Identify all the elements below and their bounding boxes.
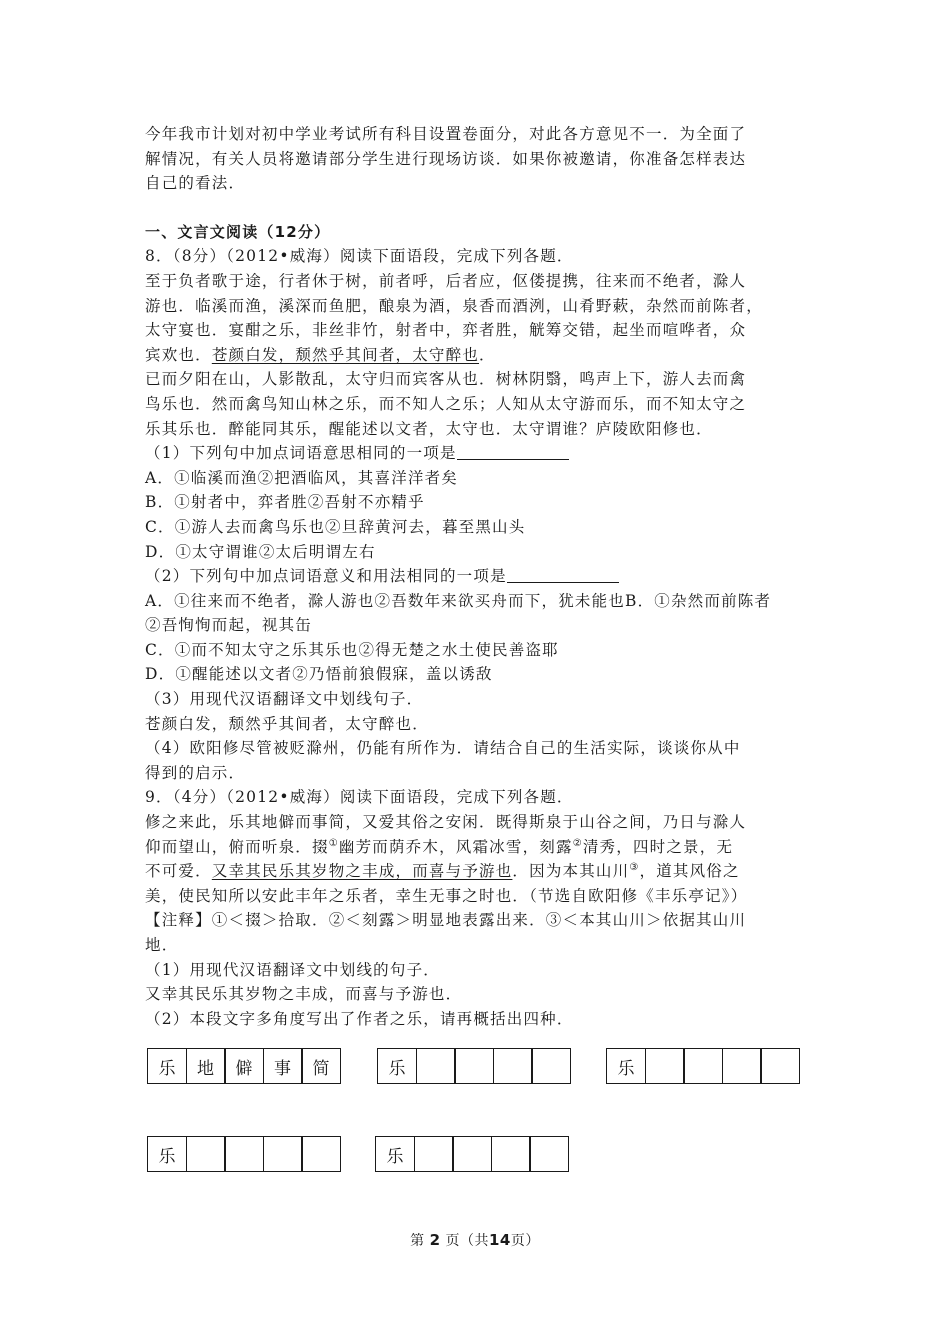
total-pages: 14 <box>488 1231 511 1249</box>
underlined-sentence: 苍颜白发，颓然乎其间者，太守醉也 <box>211 345 480 364</box>
grid-cell[interactable] <box>529 1136 569 1172</box>
answer-blank[interactable] <box>507 566 619 583</box>
footer-text: 第 <box>410 1233 425 1249</box>
option: A．①往来而不绝者，滁人游也②吾数年来欲买舟而下，犹未能也B．①杂然而前陈者 <box>145 591 772 610</box>
footer-text: 页（共 <box>445 1233 489 1249</box>
q8-sub2-prompt: （2）下列句中加点词语意义和用法相同的一项是 <box>145 567 507 586</box>
passage-line: 修之来此，乐其地僻而事简，又爱其俗之安闲．既得斯泉于山谷之间，乃日与滁人 <box>145 813 747 832</box>
passage-line <box>145 859 815 884</box>
grid-cell[interactable] <box>722 1048 762 1084</box>
answer-grid-5 <box>375 1136 569 1172</box>
grid-cell[interactable] <box>301 1136 341 1172</box>
grid-cell[interactable]: 乐 <box>606 1048 646 1084</box>
q9-header: 9．（4分）（2012•威海）阅读下面语段，完成下列各题． <box>145 788 574 807</box>
intro-line: 自己的看法． <box>145 174 246 193</box>
question-9 <box>145 785 815 1031</box>
footer-text: 页） <box>510 1233 540 1249</box>
q9-sub1-text: 又幸其民乐其岁物之丰成，而喜与予游也． <box>145 985 463 1004</box>
option: C．①而不知太守之乐其乐也②得无楚之水土使民善盗耶 <box>145 640 559 659</box>
passage-line: 太守宴也．宴酣之乐，非丝非竹，射者中，弈者胜，觥筹交错，起坐而喧哗者，众 <box>145 321 747 340</box>
passage-line: 已而夕阳在山，人影散乱，太守归而宾客从也．树林阴翳，鸣声上下，游人去而禽 <box>145 370 747 389</box>
option: ②吾恂恂而起，视其缶 <box>145 616 313 635</box>
answer-blank[interactable] <box>457 443 569 460</box>
grid-cell[interactable] <box>263 1136 303 1172</box>
q8-sub1-prompt: （1）下列句中加点词语意思相同的一项是 <box>145 444 457 463</box>
q8-header: 8．（8分）（2012•威海）阅读下面语段，完成下列各题． <box>145 247 574 266</box>
grid-cell[interactable] <box>531 1048 571 1084</box>
q8-sub3-text: 苍颜白发，颓然乎其间者，太守醉也． <box>145 714 429 733</box>
passage-line <box>145 835 815 860</box>
grid-cell[interactable]: 乐 <box>147 1048 187 1084</box>
footnote-marker: ② <box>572 837 583 849</box>
grid-cell[interactable] <box>760 1048 800 1084</box>
passage-text: ，道其风俗之 <box>639 862 740 881</box>
grid-cell[interactable]: 乐 <box>147 1136 187 1172</box>
content-body <box>145 122 815 1031</box>
intro-paragraph <box>145 122 815 196</box>
q8-sub4: （4）欧阳修尽管被贬滁州，仍能有所作为．请结合自己的生活实际，谈谈你从中 <box>145 739 741 758</box>
option: D．①醒能述以文者②乃悟前狼假寐，盖以诱敌 <box>145 665 493 684</box>
answer-grid-3 <box>606 1048 800 1084</box>
answer-grid-2 <box>377 1048 571 1084</box>
grid-cell[interactable] <box>683 1048 723 1084</box>
footnote-marker: ① <box>328 837 339 849</box>
q9-sub1: （1）用现代汉语翻译文中划线的句子． <box>145 960 440 979</box>
grid-cell[interactable] <box>454 1048 494 1084</box>
passage-text: 宾欢也． <box>145 345 212 364</box>
passage-text: 幽芳而荫乔木，风霜冰雪，刻露 <box>338 837 573 856</box>
question-8 <box>145 244 815 785</box>
answer-grid-1 <box>147 1048 341 1084</box>
option: D．①太守谓谁②太后明谓左右 <box>145 542 376 561</box>
grid-cell[interactable] <box>493 1048 533 1084</box>
page-number: 2 <box>429 1231 441 1249</box>
grid-cell[interactable]: 乐 <box>375 1136 415 1172</box>
footnote-marker: ③ <box>629 862 640 874</box>
passage-line: 游也．临溪而渔，溪深而鱼肥，酿泉为酒，泉香而酒洌，山肴野蔌，杂然而前陈者， <box>145 296 763 315</box>
grid-cell[interactable] <box>452 1136 492 1172</box>
notes-line: 地． <box>145 936 179 954</box>
passage-text: ． <box>479 345 496 364</box>
q8-sub1 <box>145 441 815 466</box>
option: A．①临溪而渔②把酒临风，其喜洋洋者矣 <box>145 468 458 487</box>
grid-cell[interactable] <box>645 1048 685 1084</box>
intro-line: 解情况，有关人员将邀请部分学生进行现场访谈．如果你被邀请，你准备怎样表达 <box>145 149 747 168</box>
grid-cell[interactable] <box>186 1136 226 1172</box>
grid-cell[interactable]: 简 <box>301 1048 341 1084</box>
grid-cell[interactable] <box>416 1048 456 1084</box>
passage-line: 乐其乐也．醉能同其乐，醒能述以文者，太守也．太守谓谁？庐陵欧阳修也． <box>145 419 713 438</box>
passage-line: 至于负者歌于途，行者休于树，前者呼，后者应，伛偻提携，往来而不绝者，滁人 <box>145 271 747 290</box>
passage-text: 不可爱． <box>145 862 212 881</box>
section-title: 一、文言文阅读（12分） <box>145 222 331 241</box>
answer-grid-4 <box>147 1136 341 1172</box>
grid-cell[interactable]: 僻 <box>224 1048 264 1084</box>
notes-line: 【注释】①＜掇＞拾取．②＜刻露＞明显地表露出来．③＜本其山川＞依据其山川 <box>145 911 747 930</box>
grid-cell[interactable] <box>491 1136 531 1172</box>
grid-cell[interactable]: 地 <box>186 1048 226 1084</box>
passage-text: ．因为本其山川 <box>512 862 630 881</box>
option: B．①射者中，弈者胜②吾射不亦精乎 <box>145 493 425 512</box>
page-footer <box>0 1230 950 1250</box>
grid-cell[interactable] <box>414 1136 454 1172</box>
passage-line <box>145 343 815 368</box>
underlined-sentence: 又幸其民乐其岁物之丰成，而喜与予游也 <box>211 862 513 881</box>
passage-line: 鸟乐也．然而禽鸟知山林之乐，而不知人之乐；人知从太守游而乐，而不知太守之 <box>145 394 747 413</box>
grid-cell[interactable]: 乐 <box>377 1048 417 1084</box>
q8-sub4: 得到的启示． <box>145 763 246 782</box>
grid-cell[interactable] <box>224 1136 264 1172</box>
option: C．①游人去而禽鸟乐也②旦辞黄河去，暮至黑山头 <box>145 517 526 536</box>
passage-text: 仰而望山，俯而听泉．掇 <box>145 837 329 856</box>
grid-cell[interactable]: 事 <box>263 1048 303 1084</box>
q8-sub2 <box>145 564 815 589</box>
q8-sub3: （3）用现代汉语翻译文中划线句子． <box>145 690 424 709</box>
q9-sub2: （2）本段文字多角度写出了作者之乐，请再概括出四种． <box>145 1009 574 1028</box>
passage-line: 美，使民知所以安此丰年之乐者，幸生无事之时也．（节选自欧阳修《丰乐亭记》） <box>145 886 748 905</box>
intro-line: 今年我市计划对初中学业考试所有科目设置卷面分，对此各方意见不一．为全面了 <box>145 125 747 143</box>
passage-text: 清秀，四时之景，无 <box>582 837 734 856</box>
